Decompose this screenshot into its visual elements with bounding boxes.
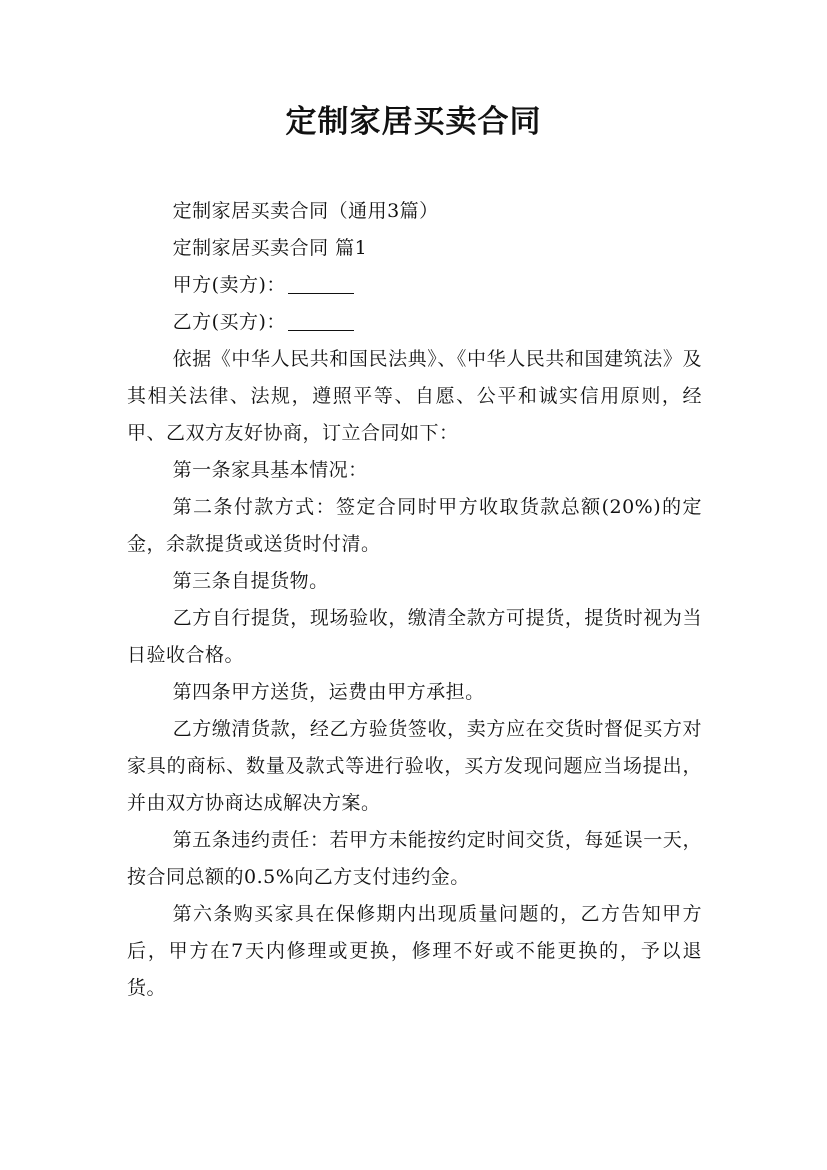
paragraph-article-6: 第六条购买家具在保修期内出现质量问题的，乙方告知甲方后，甲方在7天内修理或更换，修理不好或不能更换的，予以退货。 (127, 903, 702, 999)
paragraph-subtitle: 定制家居买卖合同（通用3篇） (172, 200, 439, 222)
document-title: 定制家居买卖合同 (285, 104, 542, 140)
document-body (127, 193, 702, 1007)
paragraph-preamble: 依据《中华人民共和国民法典》、《中华人民共和国建筑法》及其相关法律、法规，遵照平等、自愿、公平和诚实信用原则，经甲、乙双方友好协商，订立合同如下： (127, 348, 702, 444)
paragraph-party-b (127, 304, 702, 341)
party-a-blank-line (288, 274, 354, 294)
paragraph-party-a (127, 267, 702, 304)
paragraph-article-3-detail: 乙方自行提货，现场验收，缴清全款方可提货，提货时视为当日验收合格。 (127, 607, 702, 666)
party-b-label: 乙方(买方)： (172, 311, 286, 333)
paragraph-article-4: 第四条甲方送货，运费由甲方承担。 (172, 681, 485, 703)
party-a-label: 甲方(卖方)： (172, 274, 286, 296)
paragraph-article-4-detail: 乙方缴清货款，经乙方验货签收，卖方应在交货时督促买方对家具的商标、数量及款式等进行验收，买方发现问题应当场提出，并由双方协商达成解决方案。 (127, 718, 702, 814)
paragraph-section-heading: 定制家居买卖合同 篇1 (172, 237, 368, 259)
paragraph-article-5: 第五条违约责任：若甲方未能按约定时间交货，每延误一天，按合同总额的0.5%向乙方支付违约金。 (127, 829, 702, 888)
party-b-blank-line (288, 311, 354, 331)
paragraph-article-1: 第一条家具基本情况： (172, 459, 368, 481)
paragraph-article-2: 第二条付款方式：签定合同时甲方收取货款总额(20%)的定金，余款提货或送货时付清。 (127, 496, 702, 555)
paragraph-article-3: 第三条自提货物。 (172, 570, 329, 592)
